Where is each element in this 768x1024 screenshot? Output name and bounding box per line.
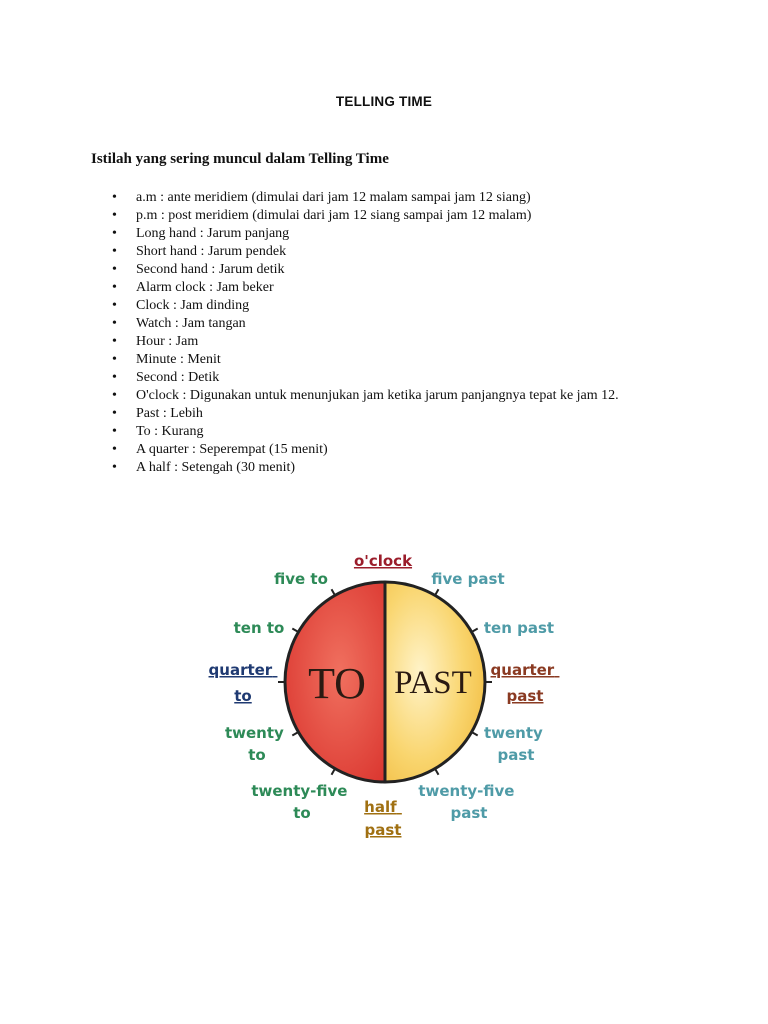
- list-item: • A half : Setengah (30 menit): [91, 459, 619, 477]
- twenty-five-past-label: [418, 782, 519, 822]
- twenty-five-past-line-1: twenty-five: [418, 782, 515, 800]
- clock-diagram: [205, 540, 570, 850]
- twenty-to-line-2: to: [248, 746, 266, 764]
- to-label: TO: [308, 659, 366, 708]
- half-past-line-2: past: [364, 821, 402, 839]
- quarter-past-line-2: past: [506, 687, 544, 705]
- list-item: • Second : Detik: [91, 369, 619, 387]
- quarter-to-line-2: to: [234, 687, 252, 705]
- twenty-to-label: [225, 724, 289, 764]
- twenty-past-label: [484, 724, 548, 764]
- list-item: • Alarm clock : Jam beker: [91, 279, 619, 297]
- list-item: • Minute : Menit: [91, 351, 619, 369]
- twenty-past-line-2: past: [497, 746, 535, 764]
- half-past-label: [364, 798, 402, 839]
- quarter-to-line-1: quarter: [208, 661, 273, 679]
- ten-to-label: ten to: [233, 619, 285, 637]
- list-item: • Clock : Jam dinding: [91, 297, 619, 315]
- list-item: • O'clock : Digunakan untuk menunjukan jam ketika jarum panjangnya tepat ke jam 12.: [91, 387, 619, 405]
- list-item: • Past : Lebih: [91, 405, 619, 423]
- twenty-five-to-line-1: twenty-five: [251, 782, 348, 800]
- ten-past-label: ten past: [483, 619, 555, 637]
- past-label: PAST: [394, 665, 472, 701]
- half-past-line-1: half: [364, 798, 397, 816]
- list-item: • Hour : Jam: [91, 333, 619, 351]
- twenty-five-past-line-2: past: [450, 804, 488, 822]
- oclock-label: o'clock: [353, 552, 413, 570]
- quarter-past-label: [491, 661, 560, 705]
- list-item: • Long hand : Jarum panjang: [91, 225, 619, 243]
- page-title: TELLING TIME: [335, 94, 433, 109]
- terms-list: [91, 189, 619, 477]
- five-past-label: five past: [431, 570, 505, 588]
- list-item: • Watch : Jam tangan: [91, 315, 619, 333]
- list-item: • a.m : ante meridiem (dimulai dari jam 12 malam sampai jam 12 siang): [91, 189, 619, 207]
- section-heading: Istilah yang sering muncul dalam Telling Time: [91, 151, 389, 167]
- five-to-label: five to: [274, 570, 328, 588]
- twenty-five-to-label: [251, 782, 352, 822]
- twenty-past-line-1: twenty: [483, 724, 543, 742]
- list-item: • p.m : post meridiem (dimulai dari jam 12 siang sampai jam 12 malam): [91, 207, 619, 225]
- list-item: • Short hand : Jarum pendek: [91, 243, 619, 261]
- quarter-past-line-1: quarter: [490, 661, 555, 679]
- twenty-five-to-line-2: to: [293, 804, 311, 822]
- list-item: • A quarter : Seperempat (15 menit): [91, 441, 619, 459]
- quarter-to-label: [209, 661, 278, 705]
- list-item: • Second hand : Jarum detik: [91, 261, 619, 279]
- list-item: • To : Kurang: [91, 423, 619, 441]
- twenty-to-line-1: twenty: [224, 724, 284, 742]
